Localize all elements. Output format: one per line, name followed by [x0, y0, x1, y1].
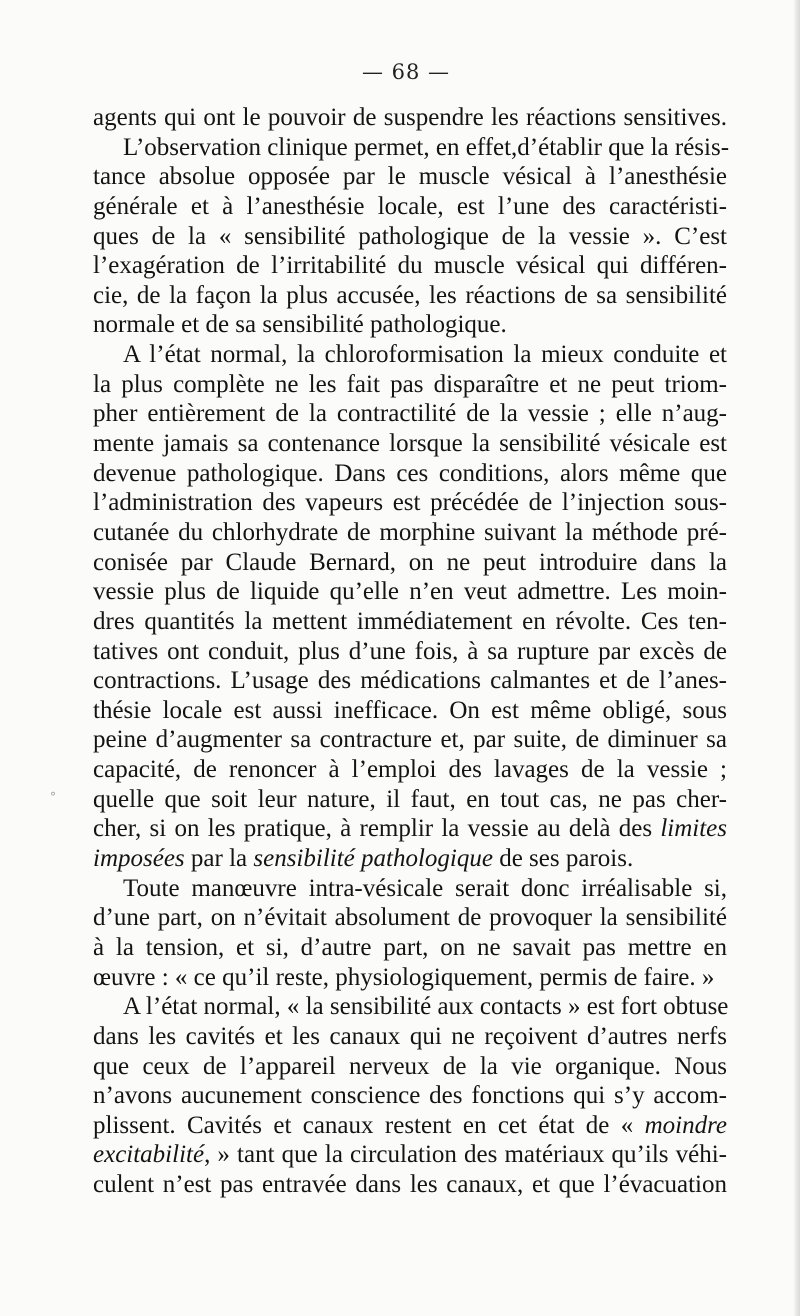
italic-text: excitabilité	[93, 1141, 205, 1169]
text-line: contractions. L’usage des médications calmantes et de l’anes-	[93, 667, 727, 695]
text-line: A l’état normal, la chloroformisation la mieux conduite et	[123, 341, 727, 369]
text-line: plissent. Cavités et canaux restent en cet état de « moindre	[93, 1111, 727, 1139]
text-line: culent n’est pas entravée dans les canaux, et que l’évacuation	[93, 1171, 727, 1199]
text-line: thésie locale est aussi inefficace. On est même obligé, sous	[93, 696, 727, 724]
text-line: tatives ont conduit, plus d’une fois, à sa rupture par excès de	[93, 637, 727, 665]
text-line: dans les cavités et les canaux qui ne reçoivent d’autres nerfs	[93, 1022, 727, 1050]
italic-text: limites	[660, 815, 727, 843]
text-line: devenue pathologique. Dans ces conditions, alors même que	[93, 459, 727, 487]
text-line: dres quantités la mettent immédiatement en révolte. Ces ten-	[93, 607, 727, 635]
text-line: œuvre : « ce qu’il reste, physiologiquement, permis de faire. »	[93, 963, 715, 991]
text-line: L’observation clinique permet, en effet,d’établir que la résis-	[123, 133, 730, 161]
text-line: pher entièrement de la contractilité de la vessie ; elle n’aug-	[93, 400, 727, 428]
text-line: excitabilité, » tant que la circulation des matériaux qu’ils véhi-	[93, 1141, 727, 1169]
scan-speck: °	[50, 790, 56, 804]
text-line: cher, si on les pratique, à remplir la vessie au delà des limites	[93, 815, 727, 843]
body-text	[93, 103, 730, 1200]
text-line: conisée par Claude Bernard, on ne peut introduire dans la	[93, 548, 727, 576]
text-line: d’une part, on n’évitait absolument de provoquer la sensibilité	[93, 904, 727, 932]
italic-text: moindre	[644, 1111, 727, 1139]
text-line: à la tension, et si, d’autre part, on ne savait pas mettre en	[93, 933, 727, 961]
text-line: normale et de sa sensibilité pathologique.	[93, 311, 507, 339]
text-line: l’administration des vapeurs est précédée de l’injection sous-	[93, 489, 727, 517]
text-line: Toute manœuvre intra-vésicale serait donc irréalisable si,	[123, 874, 727, 902]
text-line: capacité, de renoncer à l’emploi des lavages de la vessie ;	[93, 756, 727, 784]
page-number: — 68 —	[361, 60, 451, 84]
scan-edge	[794, 0, 800, 1316]
text-line: imposées par la sensibilité pathologique de ses parois.	[93, 845, 634, 873]
text-line: la plus complète ne les fait pas disparaître et ne peut triom-	[93, 370, 727, 398]
text-line: vessie plus de liquide qu’elle n’en veut admettre. Les moin-	[93, 578, 727, 606]
text-line: tance absolue opposée par le muscle vésical à l’anesthésie	[93, 163, 727, 191]
text-line: cie, de la façon la plus accusée, les réactions de sa sensibilité	[93, 281, 727, 309]
text-line: n’avons aucunement conscience des fonctions qui s’y accom-	[93, 1082, 727, 1110]
text-line: ques de la « sensibilité pathologique de la vessie ». C’est	[93, 222, 727, 250]
italic-text: imposées	[93, 845, 185, 873]
text-line: peine d’augmenter sa contracture et, par suite, de diminuer sa	[93, 726, 727, 754]
text-line: générale et à l’anesthésie locale, est l’une des caractéristi-	[93, 192, 727, 220]
text-line: que ceux de l’appareil nerveux de la vie organique. Nous	[93, 1052, 727, 1080]
text-line: l’exagération de l’irritabilité du muscle vésical qui différen-	[93, 252, 727, 280]
italic-text: sensibilité pathologique	[253, 845, 493, 873]
text-line: mente jamais sa contenance lorsque la sensibilité vésicale est	[93, 430, 727, 458]
text-line: cutanée du chlorhydrate de morphine suivant la méthode pré-	[93, 518, 727, 546]
text-line: A l’état normal, « la sensibilité aux contacts » est fort obtuse	[123, 993, 729, 1021]
text-line: quelle que soit leur nature, il faut, en tout cas, ne pas cher-	[93, 785, 727, 813]
text-line: agents qui ont le pouvoir de suspendre les réactions sensitives.	[93, 104, 727, 131]
